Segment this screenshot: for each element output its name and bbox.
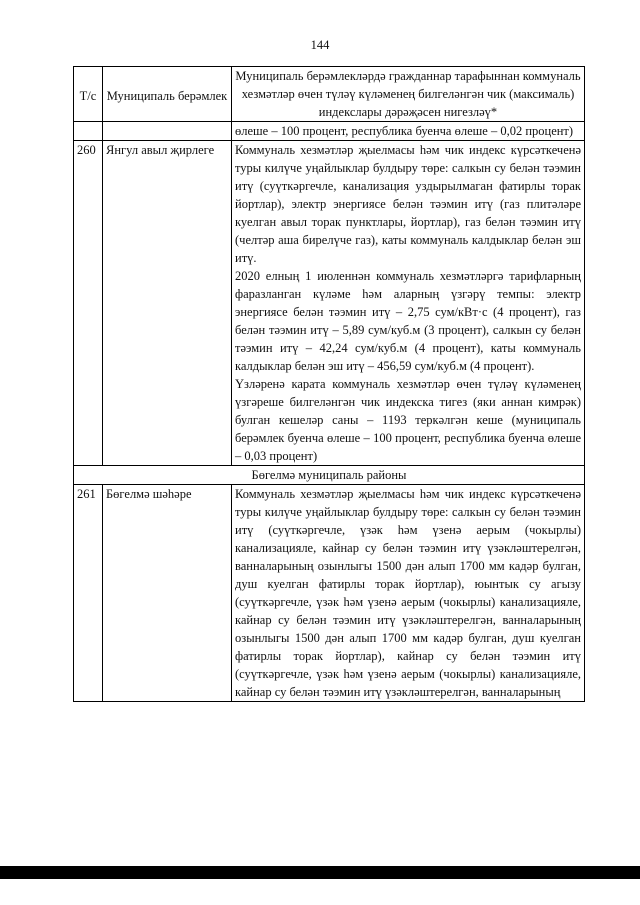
cell-num-260: 260 xyxy=(74,141,103,466)
cell-municipality-261: Бөгелмә шәһәре xyxy=(103,485,232,702)
cell-description-261: Коммуналь хезмәтләр җыелмасы һәм чик индекс күрсәткеченә туры килүче уңайлыклар булдыру төре: салкын су белән тәэмин итү (суүткәргечле, үзәк һәм үзенә аерым (чокырлы) канализацияле, кайнар су белән тәэмин итү үзәкләштерелгән, ванналарының озынлыгы 1500 дән алып 1700 мм кадәр булган, душ куелган фатирлы торак йортлар), юынтык су агызу (суүткәргечле, үзәк һәм үзенә аерым (чокырлы) канализацияле, кайнар су белән тәэмин итү үзәкләштерелгән, ванналарының озынлыгы 1500 дән алып 1700 мм кадәр булган, душ куелган фатирлы торак йортлар), кайнар су белән тәэмин итү (суүткәргечле, үзәк һәм үзенә аерым (чокырлы) канализацияле, кайнар су белән тәэмин итү үзәкләштерелгән, ванналарының xyxy=(232,485,585,702)
table-row-continued xyxy=(74,122,585,141)
header-municipality: Муниципаль берәмлек xyxy=(103,67,232,122)
paragraph-260-tariffs: 2020 елның 1 июленнән коммуналь хезмәтләргә тарифларның фаразланган күләме һәм аларның үзгәрү темпы: электр энергиясе белән тәэмин итү – 2,75 сум/кВт·с (4 процент), газ белән тәэмин итү – 5,89 сум/куб.м (3 процент), салкын су белән тәэмин итү – 42,24 сум/куб.м (4 процент), каты коммуналь калдыклар белән эш итү – 456,59 сум/куб.м (4 процент). xyxy=(235,269,581,373)
scan-bottom-bar xyxy=(0,866,640,879)
header-num: Т/с xyxy=(74,67,103,122)
paragraph-260-population: Үзләренә карата коммуналь хезмәтләр өчен түләү күләменең үзгәреше билгеләнгән чик индекска тигез (яки аннан кимрәк) булган кешеләр саны – 1193 теркәлгән кеше (муниципаль берәмлек буенча өлеше – 100 процент, республика буенча өлеше – 0,03 процент) xyxy=(235,377,581,463)
table-row-261 xyxy=(74,485,585,702)
table-row-260 xyxy=(74,141,585,466)
section-row xyxy=(74,466,585,485)
page-number: 144 xyxy=(310,38,330,52)
cell-num-261: 261 xyxy=(74,485,103,702)
cell-description-260 xyxy=(232,141,585,466)
cell-municipality-260: Янгул авыл җирлеге xyxy=(103,141,232,466)
header-description: Муниципаль берәмлекләрдә гражданнар тарафыннан коммуналь хезмәтләр өчен түләү күләменең билгеләнгән чик (максималь) индекслары дәрәҗәсен нигезләү* xyxy=(232,67,585,122)
cell-continued-text: өлеше – 100 процент, республика буенча өлеше – 0,02 процент) xyxy=(232,122,585,141)
table-header-row xyxy=(74,67,585,122)
paragraph-260-amenities: Коммуналь хезмәтләр җыелмасы һәм чик индекс күрсәткеченә туры килүче уңайлыклар булдыру төре: салкын су белән тәэмин итү (суүткәргечле, канализация уздырылмаган фатирлы торак йортлар), электр энергиясе белән тәэмин итү (газ плитәләре куелган авыл торак пунктлары, йортлар), газ белән тәэмин итү (челтәр аша бирелүче газ), каты коммуналь калдыклар белән эш итү. xyxy=(235,143,581,265)
cell-municipality-empty xyxy=(103,122,232,141)
tariff-table xyxy=(73,66,585,702)
cell-num-empty xyxy=(74,122,103,141)
section-title: Бөгелмә муниципаль районы xyxy=(74,466,585,485)
